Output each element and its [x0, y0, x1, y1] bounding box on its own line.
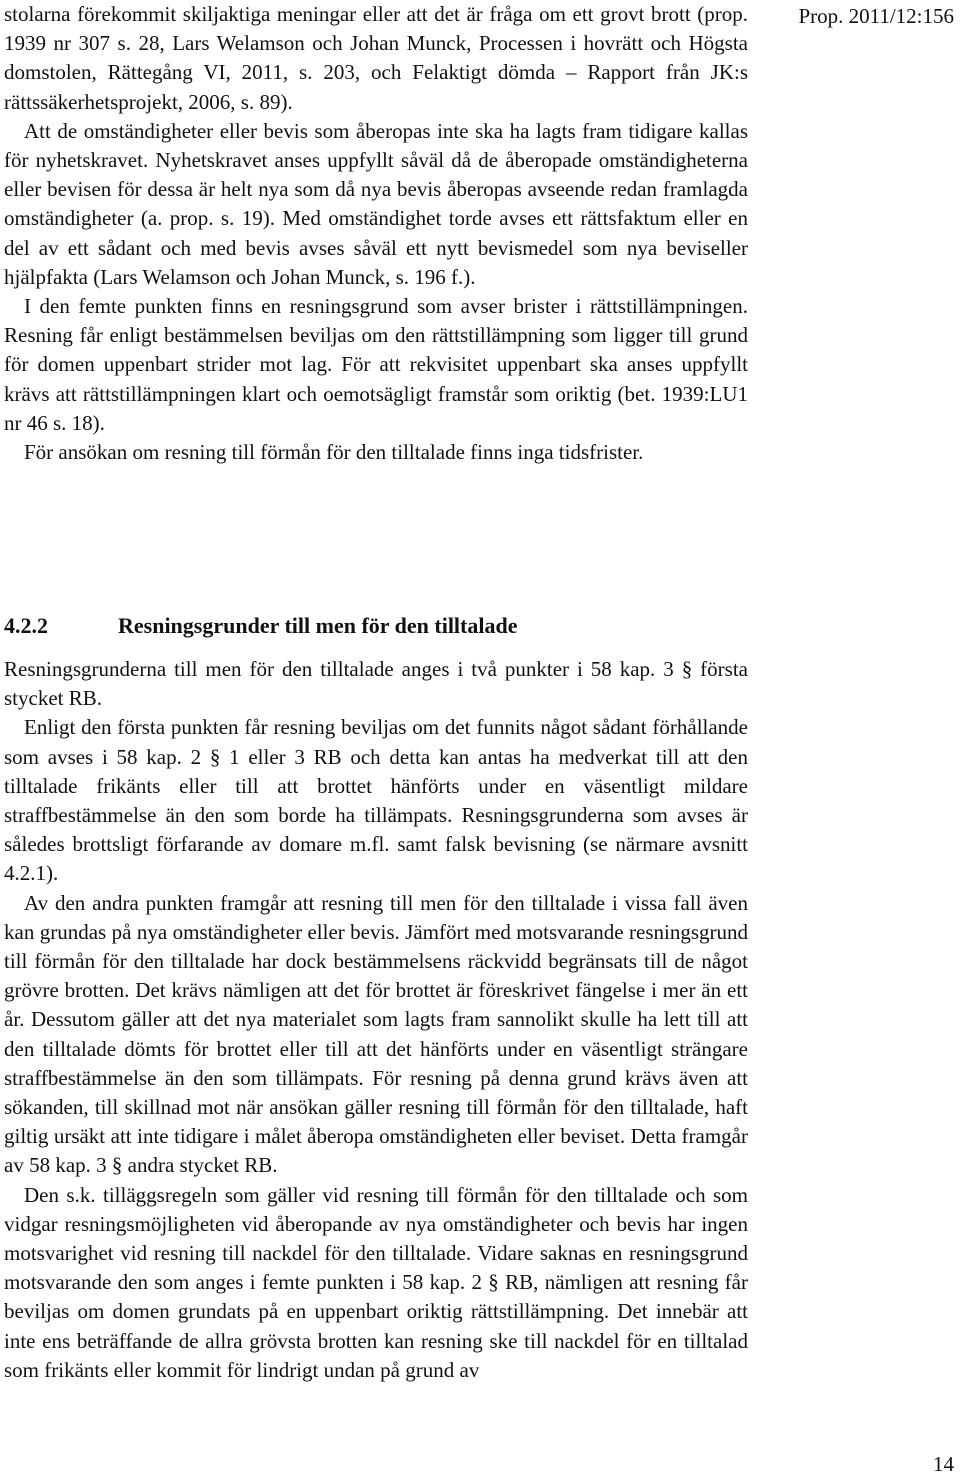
- paragraph: För ansökan om resning till förmån för den tilltalade finns inga tidsfrister.: [24, 440, 644, 465]
- paragraph: Resningsgrunderna till men för den tilltalade anges i två punkter i 58 kap. 3 § första stycket RB.: [4, 657, 748, 711]
- paragraph: I den femte punkten finns en resningsgrund som avser brister i rättstillämpningen. Resning får enligt bestämmelsen beviljas om den rättstillämpning som ligger till grund för domen uppenbart strider mot lag. För att rekvisitet uppenbart ska anses uppfyllt krävs att rättstillämpningen klart och oemotsägligt framstår som oriktig (bet. 1939:LU1 nr 46 s. 18).: [4, 294, 748, 435]
- page-reference: Prop. 2011/12:156: [798, 4, 954, 28]
- paragraph: Av den andra punkten framgår att resning till men för den tilltalade i vissa fall även kan grundas på nya omständigheter eller bevis. Jämfört med motsvarande resningsgrund till förmån för den tilltalade har dock bestämmelsens räckvidd begränsats till de något grövre brotten. Det krävs nämligen att det för brottet är föreskrivet fängelse i mer än ett år. Dessutom gäller att det nya materialet som lagts fram sannolikt skulle ha lett till att den tilltalade dömts för brottet eller till att det hänförts under en väsentligt strängare straffbestämmelse än den som tillämpats. För resning på denna grund krävs även att sökanden, till skillnad mot när ansökan gäller resning till förmån för den tilltalade, haft giltig ursäkt att inte tidigare i målet åberopa omständigheten eller beviset. Detta framgår av 58 kap. 3 § andra stycket RB.: [4, 890, 748, 1178]
- section-heading: [4, 611, 748, 641]
- section-number: 4.2.2: [4, 613, 48, 638]
- section-4-2-2: [4, 611, 748, 1385]
- paragraph: Den s.k. tilläggsregeln som gäller vid resning till förmån för den tilltalade och som vidgar resningsmöjligheten vid åberopande av nya omständigheter och bevis har ingen motsvarighet vid resning till nackdel för den tilltalade. Vidare saknas en resningsgrund motsvarande den som anges i femte punkten i 58 kap. 2 § RB, nämligen att resning får beviljas om domen grundats på en uppenbart oriktig rättstillämpning. Det innebär att inte ens beträffande de allra grövsta brotten kan resning ske till nackdel för en tilltalad som frikänts eller kommit för lindrigt undan på grund av: [4, 1182, 748, 1382]
- paragraph: Att de omständigheter eller bevis som åberopas inte ska ha lagts fram tidigare kallas för nyhetskravet. Nyhetskravet anses uppfyllt såväl då de åberopade omständigheterna eller bevisen för dessa är helt nya som då nya bevis åberopas avseende redan framlagda omständigheter (a. prop. s. 19). Med omständighet torde avses ett rättsfaktum eller en del av ett sådant och med bevis avses såväl ett nytt bevismedel som nya beviseller hjälpfakta (Lars Welamson och Johan Munck, s. 196 f.).: [4, 118, 748, 289]
- top-text-block: [4, 0, 748, 467]
- paragraph: stolarna förekommit skiljaktiga meningar eller att det är fråga om ett grovt brott (prop. 1939 nr 307 s. 28, Lars Welamson och Johan Munck, Processen i hovrätt och Högsta domstolen, Rättegång VI, 2011, s. 203, och Felaktigt dömda – Rapport från JK:s rättssäkerhetsprojekt, 2006, s. 89).: [4, 2, 748, 114]
- section-title: Resningsgrunder till men för den tilltalade: [118, 613, 518, 638]
- page-number: 14: [933, 1452, 954, 1476]
- paragraph: Enligt den första punkten får resning beviljas om det funnits något sådant förhållande som avses i 58 kap. 2 § 1 eller 3 RB och detta kan antas ha medverkat till att den tilltalade frikänts eller till att brottet hänförts under en väsentligt mildare straffbestämmelse än den som borde ha tillämpats. Resningsgrunderna som avses är således brottsligt förfarande av domare m.fl. samt falsk bevisning (se närmare avsnitt 4.2.1).: [4, 715, 748, 886]
